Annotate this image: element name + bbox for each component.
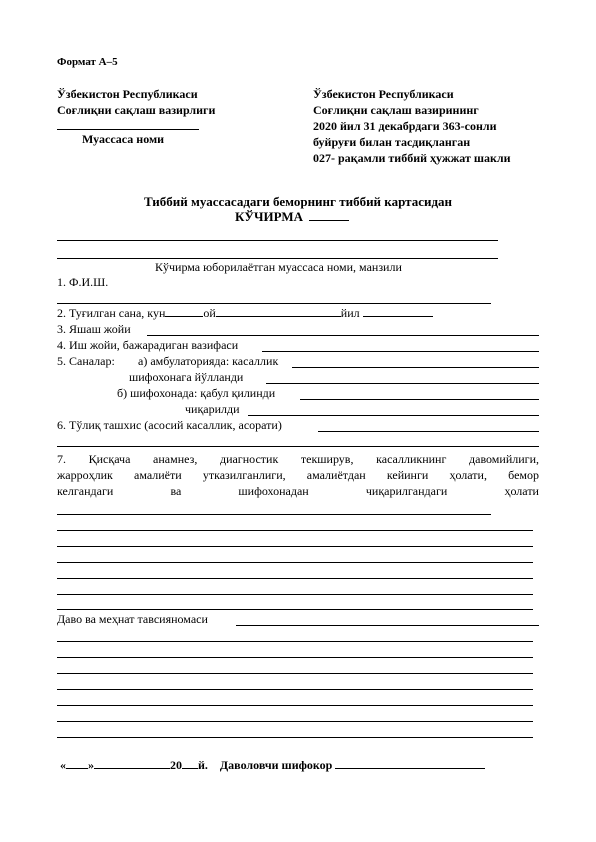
field-anamnesis-line3 bbox=[57, 484, 539, 499]
anamnesis-line[interactable] bbox=[57, 546, 533, 547]
field-ambulatory-line[interactable] bbox=[292, 367, 539, 368]
field-discharged-label: чиқарилди bbox=[185, 402, 240, 416]
recommendation-line[interactable] bbox=[57, 641, 533, 642]
right-header-line5: 027- рақамли тиббий ҳужжат шакли bbox=[313, 151, 511, 165]
field-diagnosis-line-2[interactable] bbox=[57, 446, 539, 447]
anamnesis-word: ва bbox=[170, 484, 182, 498]
anamnesis-line[interactable] bbox=[57, 578, 533, 579]
recommendation-line[interactable] bbox=[57, 657, 533, 658]
sender-line-2[interactable] bbox=[57, 258, 498, 259]
anamnesis-word: келгандаги bbox=[57, 484, 114, 498]
anamnesis-line[interactable] bbox=[57, 530, 533, 531]
recommendation-line[interactable] bbox=[236, 625, 539, 626]
footer-day-line[interactable] bbox=[66, 757, 88, 769]
org-name-caption: Муассаса номи bbox=[82, 132, 165, 146]
field-referred-label: шифохонага йўлланди bbox=[129, 370, 244, 384]
field-diagnosis-line[interactable] bbox=[318, 431, 539, 432]
field-workplace-label: 4. Иш жойи, бажарадиган вазифаси bbox=[57, 338, 239, 352]
field-residence-label: 3. Яшаш жойи bbox=[57, 322, 131, 336]
right-header-line3: 2020 йил 31 декабрдаги 363-сонли bbox=[313, 119, 497, 133]
field-ambulatory-label: а) амбулаторияда: касаллик bbox=[138, 354, 279, 368]
field-workplace-line[interactable] bbox=[262, 351, 539, 352]
birth-day-line[interactable] bbox=[165, 305, 203, 317]
field-discharged-line[interactable] bbox=[248, 415, 539, 416]
recommendation-line[interactable] bbox=[57, 705, 533, 706]
footer-year-line[interactable] bbox=[182, 757, 198, 769]
field-referred-line[interactable] bbox=[266, 383, 539, 384]
left-header-line1: Ўзбекистон Республикаси bbox=[57, 87, 198, 101]
footer-month-line[interactable] bbox=[94, 757, 170, 769]
format-label: Формат А–5 bbox=[57, 56, 118, 68]
anamnesis-line[interactable] bbox=[57, 562, 533, 563]
doc-title-line2: КЎЧИРМА bbox=[235, 209, 349, 225]
recommendation-line[interactable] bbox=[57, 673, 533, 674]
right-header-line2: Соғлиқни сақлаш вазирининг bbox=[313, 103, 479, 117]
anamnesis-word: ҳолати bbox=[504, 484, 539, 498]
field-fio-label: 1. Ф.И.Ш. bbox=[57, 275, 109, 289]
field-dates-label: 5. Саналар: bbox=[57, 354, 115, 368]
birth-year-line[interactable] bbox=[363, 305, 433, 317]
field-birthdate: 2. Туғилган сана, кун ой йил bbox=[57, 305, 433, 321]
field-admitted-label: б) шифохонада: қабул қилинди bbox=[117, 386, 276, 400]
field-residence-line[interactable] bbox=[147, 335, 539, 336]
anamnesis-word: чиқарилгандаги bbox=[365, 484, 448, 498]
anamnesis-line[interactable] bbox=[57, 514, 491, 515]
field-fio-line[interactable] bbox=[57, 303, 491, 304]
recommendation-label: Даво ва меҳнат тавсияномаси bbox=[57, 612, 208, 626]
org-name-line[interactable] bbox=[57, 129, 199, 130]
field-anamnesis-line1: 7. Қисқача анамнез, диагностик текширув, касалликнинг давомийлиги, bbox=[57, 452, 539, 466]
doc-title-line1: Тиббий муассасадаги беморнинг тиббий картасидан bbox=[143, 194, 453, 209]
field-anamnesis-line2: жарроҳлик амалиёти утказилганлиги, амалиётдан кейинги ҳолати, бемор bbox=[57, 468, 539, 482]
left-header-line2: Соғлиқни сақлаш вазирлиги bbox=[57, 103, 216, 117]
doc-number-line[interactable] bbox=[309, 209, 349, 221]
recommendation-line[interactable] bbox=[57, 737, 533, 738]
anamnesis-line[interactable] bbox=[57, 609, 533, 610]
right-header-line1: Ўзбекистон Республикаси bbox=[313, 87, 454, 101]
anamnesis-word: шифохонадан bbox=[238, 484, 309, 498]
field-diagnosis-label: 6. Тўлиқ ташхис (асосий касаллик, асорати) bbox=[57, 418, 282, 432]
right-header-line4: буйруғи билан тасдиқланган bbox=[313, 135, 471, 149]
doctor-signature-line[interactable] bbox=[335, 757, 485, 769]
sender-line-1[interactable] bbox=[57, 240, 498, 241]
footer-signature: « » 20 й. Даволовчи шифокор bbox=[60, 757, 485, 773]
anamnesis-line[interactable] bbox=[57, 594, 533, 595]
recommendation-line[interactable] bbox=[57, 721, 533, 722]
birth-month-line[interactable] bbox=[216, 305, 341, 317]
field-admitted-line[interactable] bbox=[300, 399, 539, 400]
recommendation-line[interactable] bbox=[57, 689, 533, 690]
sender-caption: Кўчирма юборилаётган муассаса номи, манзили bbox=[155, 260, 402, 274]
